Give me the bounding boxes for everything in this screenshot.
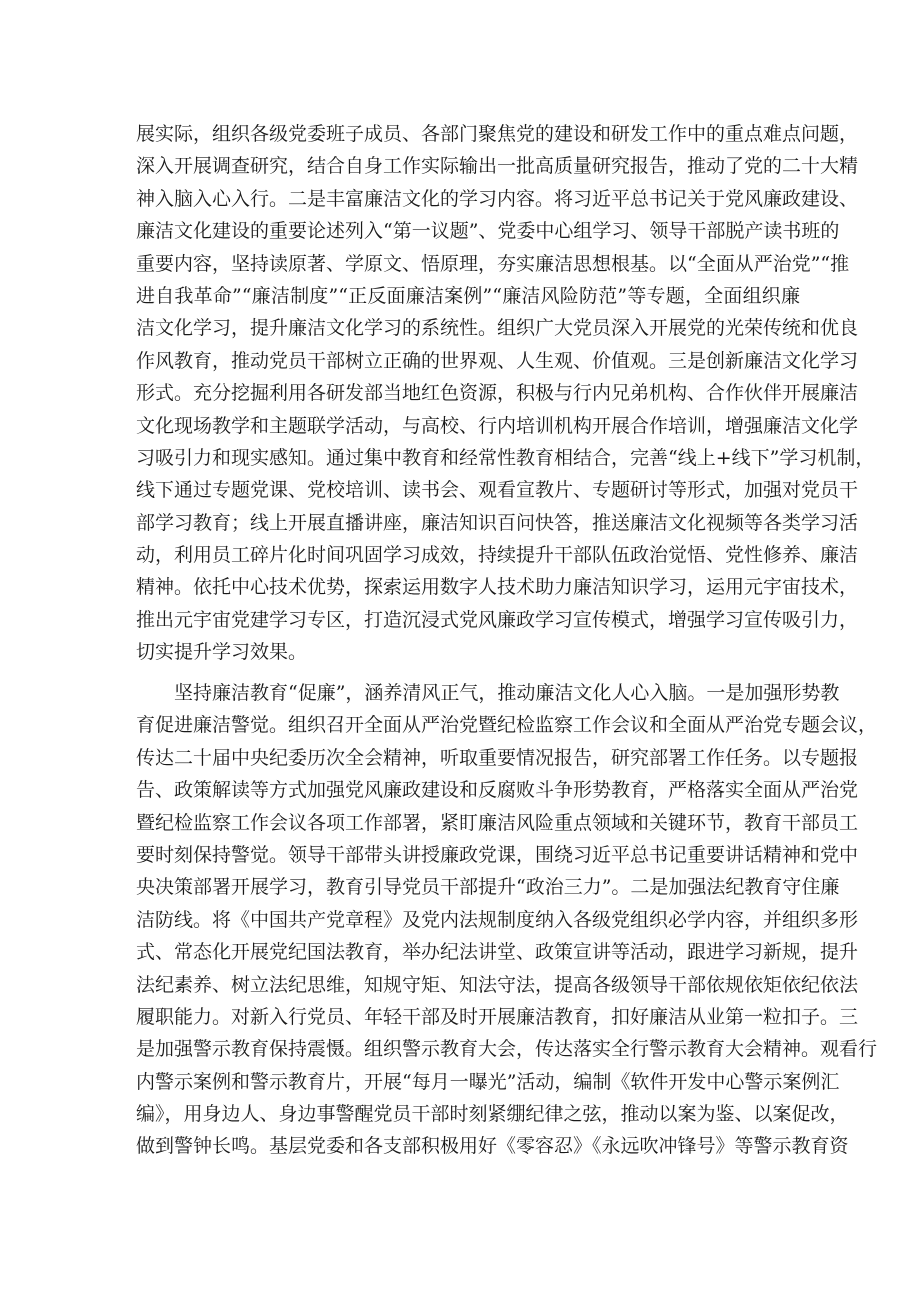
text-line: 育促进廉洁警觉。组织召开全面从严治党暨纪检监察工作会议和全面从严治党专题会议， — [136, 714, 878, 737]
text-line: 切实提升学习效果。 — [136, 641, 308, 664]
text-line: 编》，用身边人、身边事警醒党员干部时刻紧绷纪律之弦，推动以案为鉴、以案促改， — [136, 1103, 849, 1126]
text-line: 神入脑入心入行。二是丰富廉洁文化的学习内容。将习近平总书记关于党风廉政建设、 — [136, 187, 859, 210]
text-line: 传达二十届中央纪委历次全会精神，听取重要情况报告，研究部署工作任务。以专题报 — [136, 746, 859, 769]
text-line: 是加强警示教育保持震慑。组织警示教育大会，传达落实全行警示教育大会精神。观看行 — [136, 1038, 878, 1061]
text-line: 精神。依托中心技术优势，探索运用数字人技术助力廉洁知识学习，运用元宇宙技术， — [136, 576, 859, 599]
text-line: 作风教育，推动党员干部树立正确的世界观、人生观、价值观。三是创新廉洁文化学习 — [136, 349, 859, 372]
text-line: 坚持廉洁教育“促廉”，涵养清风正气，推动廉洁文化人心入脑。一是加强形势教 — [174, 682, 840, 704]
text-line: 深入开展调查研究，结合自身工作实际输出一批高质量研究报告，推动了党的二十大精 — [136, 155, 859, 178]
text-line: 央决策部署开展学习，教育引导党员干部提升“政治三力”。二是加强法纪教育守住廉 — [136, 876, 840, 899]
text-line: 洁防线。将《中国共产党章程》及党内法规制度纳入各级党组织必学内容，并组织多形 — [136, 908, 859, 931]
text-line: 形式。充分挖掘利用各研发部当地红色资源，积极与行内兄弟机构、合作伙伴开展廉洁 — [136, 382, 859, 405]
text-line: 暨纪检监察工作会议各项工作部署，紧盯廉洁风险重点领域和关键环节，教育干部员工 — [136, 811, 859, 834]
text-line: 告、政策解读等方式加强党风廉政建设和反腐败斗争形势教育，严格落实全面从严治党 — [136, 779, 859, 802]
text-line: 重要内容，坚持读原著、学原文、悟原理，夯实廉洁思想根基。以“全面从严治党”“推 — [136, 252, 850, 275]
text-line: 要时刻保持警觉。领导干部带头讲授廉政党课，围绕习近平总书记重要讲话精神和党中 — [136, 843, 859, 866]
text-line: 进自我革命”“廉洁制度”“正反面廉洁案例”“廉洁风险防范”等专题，全面组织廉 — [136, 284, 800, 307]
paragraph-culture-learning — [136, 118, 875, 669]
text-line: 廉洁文化建设的重要论述列入“第一议题”、党委中心组学习、领导干部脱产读书班的 — [136, 220, 840, 243]
text-line: 习吸引力和现实感知。通过集中教育和经常性教育相结合，完善“线上+线下”学习机制， — [136, 446, 875, 469]
text-line: 洁文化学习，提升廉洁文化学习的系统性。组织广大党员深入开展党的光荣传统和优良 — [136, 317, 859, 340]
text-line: 展实际，组织各级党委班子成员、各部门聚焦党的建设和研发工作中的重点难点问题， — [136, 123, 859, 145]
text-line: 动，利用员工碎片化时间巩固学习成效，持续提升干部队伍政治觉悟、党性修养、廉洁 — [136, 544, 859, 567]
text-line: 履职能力。对新入行党员、年轻干部及时开展廉洁教育，扣好廉洁从业第一粒扣子。三 — [136, 1005, 859, 1028]
paragraph-integrity-education — [136, 677, 878, 1163]
text-line: 式、常态化开展党纪国法教育，举办纪法讲堂、政策宣讲等活动，跟进学习新规，提升 — [136, 941, 859, 964]
text-line: 做到警钟长鸣。基层党委和各支部积极用好《零容忍》《永远吹冲锋号》等警示教育资 — [136, 1135, 849, 1158]
text-line: 部学习教育；线上开展直播讲座，廉洁知识百问快答，推送廉洁文化视频等各类学习活 — [136, 511, 859, 534]
text-line: 推出元宇宙党建学习专区，打造沉浸式党风廉政学习宣传模式，增强学习宣传吸引力， — [136, 608, 859, 631]
text-line: 法纪素养、树立法纪思维，知规守矩、知法守法，提高各级领导干部依规依矩依纪依法 — [136, 973, 859, 996]
text-line: 文化现场教学和主题联学活动，与高校、行内培训机构开展合作培训，增强廉洁文化学 — [136, 414, 859, 437]
text-line: 内警示案例和警示教育片，开展“每月一曝光”活动，编制《软件开发中心警示案例汇 — [136, 1070, 840, 1093]
text-line: 线下通过专题党课、党校培训、读书会、观看宣教片、专题研讨等形式，加强对党员干 — [136, 479, 859, 502]
